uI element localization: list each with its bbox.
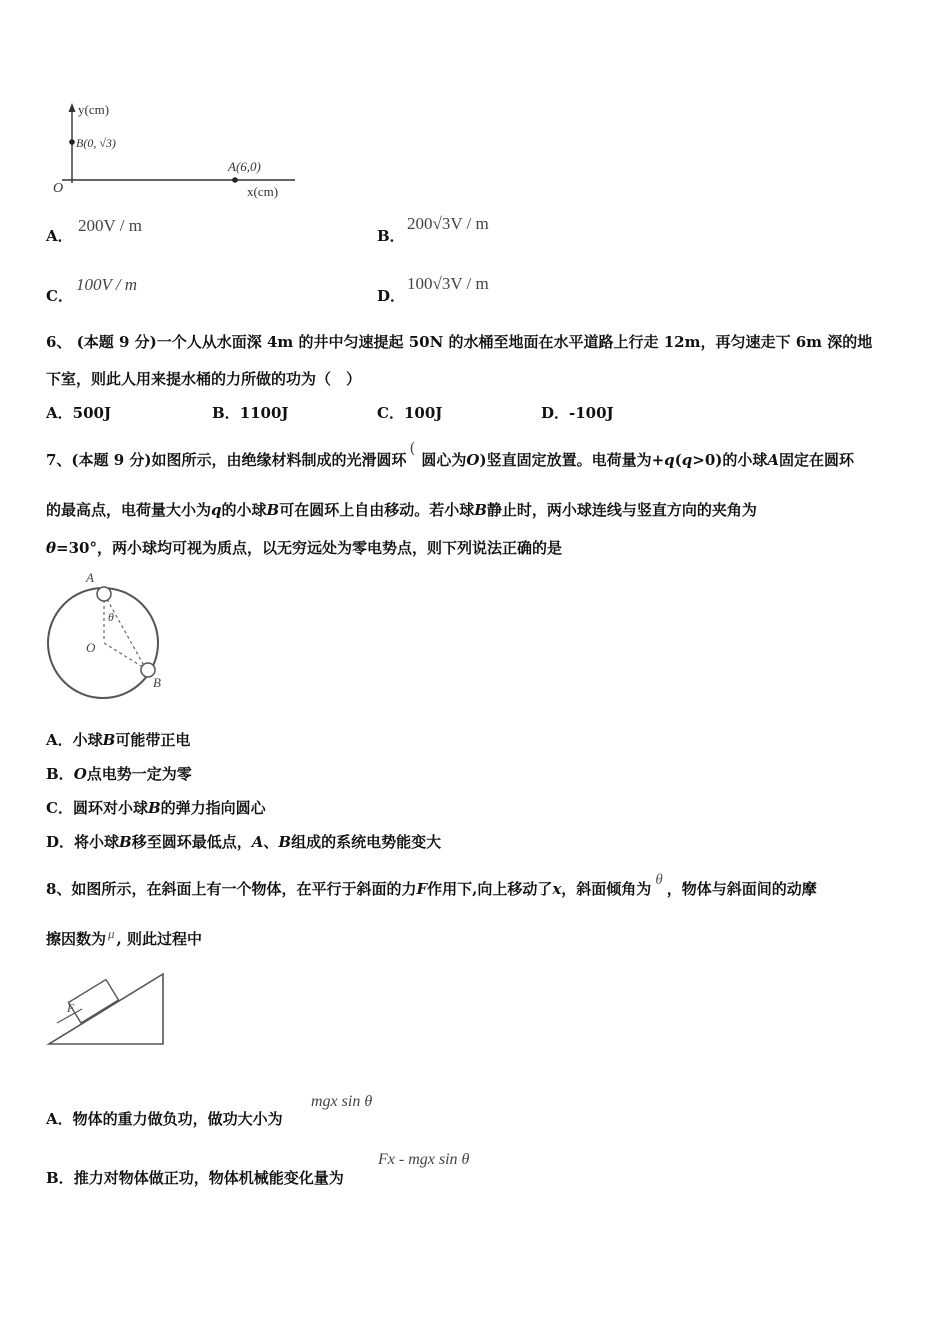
q7-option-c[interactable] <box>46 797 266 818</box>
q7-stem-part: 的最高点，电荷量大小为 <box>46 501 212 519</box>
q5-option-d-letter[interactable]: D． <box>377 287 406 305</box>
q6-option-b-value: 1100J <box>239 404 289 422</box>
q8-option-a[interactable] <box>46 1108 283 1129</box>
q8-stem-line2 <box>46 928 202 949</box>
q7-label-theta: θ <box>108 610 114 624</box>
q6-option-a-value: 500J <box>72 404 112 422</box>
q7-option-var: B <box>119 833 132 851</box>
q7-ring <box>48 588 158 698</box>
q7-var-o: O <box>466 451 480 469</box>
q5-option-d-value: 100√3V / m <box>407 274 489 293</box>
q8-theta-glyph: θ <box>655 872 663 888</box>
q7-option-var: O <box>73 765 87 783</box>
q5-option-b-letter[interactable]: B． <box>377 227 405 245</box>
q7-option-text: 的弹力指向圆心 <box>160 799 266 817</box>
q5-point-b-label: B(0, √3) <box>76 136 116 150</box>
q7-option-a[interactable] <box>46 729 190 750</box>
q7-var-b: B <box>266 501 280 519</box>
q7-option-letter: D． <box>46 833 75 851</box>
q6-option-b-letter: B． <box>212 404 240 422</box>
q7-var-a: A <box>767 451 779 469</box>
q8-stem-part: 8、如图所示，在斜面上有一个物体，在平行于斜面的力 <box>46 880 417 898</box>
q7-var-q: q <box>664 451 675 469</box>
q7-var-b: B <box>474 501 487 519</box>
q8-incline-figure <box>45 968 170 1050</box>
q6-option-a-letter: A． <box>46 404 73 422</box>
q5-option-c-letter[interactable]: C． <box>46 287 73 305</box>
q6-stem-line2: 下室，则此人用来提水桶的力所做的功为（ ） <box>46 370 362 388</box>
q8-stem-part: 擦因数为 <box>46 930 107 948</box>
q7-option-letter: A． <box>46 731 73 749</box>
q7-option-text: 小球 <box>72 731 103 749</box>
q6-option-d-value: -100J <box>569 404 614 422</box>
q8-option-text: 推力对物体做正功，物体机械能变化量为 <box>73 1169 344 1187</box>
q5-option-a-value: 200V / m <box>78 216 142 235</box>
q7-stem-part: ( <box>674 451 682 469</box>
q6-option-d[interactable] <box>541 402 614 423</box>
q7-paren-glyph: ( <box>409 439 416 457</box>
q7-ball-a <box>97 587 111 601</box>
q5-point-a <box>232 177 238 183</box>
q7-var-theta: θ <box>46 539 57 557</box>
q8-stem-part: 作用下,向上移动了 <box>427 880 553 898</box>
q5-coordinate-figure <box>40 95 310 205</box>
q7-label-b: B <box>153 675 161 690</box>
q7-stem-part: )竖直固定放置。电荷量为+ <box>479 451 665 469</box>
q8-var-x: x <box>552 880 562 898</box>
q6-option-a[interactable] <box>46 402 111 423</box>
q7-stem-part: 7、(本题 9 分)如图所示，由绝缘材料制成的光滑圆环 <box>46 451 407 469</box>
q5-option-c-value: 100V / m <box>76 275 138 294</box>
q8-label-f: F <box>67 1001 75 1015</box>
q7-stem-part: 圆心为 <box>421 451 467 469</box>
q7-stem-line1 <box>46 439 855 470</box>
q5-y-axis-label: y(cm) <box>78 102 110 117</box>
q7-stem-line3 <box>46 537 562 558</box>
q7-label-o: O <box>86 640 96 655</box>
q8-stem-line1 <box>46 872 817 899</box>
q7-stem-line2 <box>46 499 757 520</box>
q7-option-text: 将小球 <box>74 833 120 851</box>
q7-option-var: A <box>251 833 264 851</box>
q7-option-var: B <box>278 833 292 851</box>
q7-stem-part: >0)的小球 <box>692 451 768 469</box>
q7-var-q: q <box>211 501 222 519</box>
q7-option-letter: B． <box>46 765 74 783</box>
q5-y-arrow-icon <box>69 103 76 112</box>
q8-option-b-formula: Fx - mgx sin θ <box>378 1151 470 1168</box>
q7-stem-part: 的小球 <box>221 501 267 519</box>
q7-var-q: q <box>681 451 693 469</box>
q6-option-c-value: 100J <box>403 404 443 422</box>
q7-option-text: 、 <box>263 833 279 851</box>
q7-label-a: A <box>86 570 94 585</box>
q7-ring-figure <box>40 568 180 703</box>
q7-option-letter: C． <box>46 799 73 817</box>
q7-option-text: 可能带正电 <box>115 731 191 749</box>
q8-mu-glyph: μ <box>108 926 115 941</box>
q8-stem-part: , 则此过程中 <box>116 930 202 948</box>
q7-line-ab <box>104 594 146 669</box>
q8-option-text: 物体的重力做负功，做功大小为 <box>72 1110 283 1128</box>
q7-option-b[interactable] <box>46 763 192 784</box>
q6-option-b[interactable] <box>212 402 289 423</box>
q8-var-f: F <box>416 880 428 898</box>
q7-option-text: 移至圆环最低点， <box>131 833 252 851</box>
q7-stem-part: 可在圆环上自由移动。若小球 <box>279 501 475 519</box>
q6-option-d-letter: D． <box>541 404 570 422</box>
q7-stem-part: 静止时，两小球连线与竖直方向的夹角为 <box>486 501 757 519</box>
q7-option-text: 组成的系统电势能变大 <box>291 833 442 851</box>
q8-option-a-formula: mgx sin θ <box>311 1093 373 1110</box>
q5-origin-label: O <box>53 181 64 196</box>
q7-line-ob <box>104 643 146 669</box>
q8-option-letter: A． <box>46 1110 73 1128</box>
q6-option-c-letter: C． <box>377 404 404 422</box>
q7-option-d[interactable] <box>46 831 441 852</box>
q8-stem-part: ，斜面倾角为 <box>561 880 652 898</box>
q6-option-c[interactable] <box>377 402 442 423</box>
q7-option-text: 点电势一定为零 <box>86 765 192 783</box>
q7-option-var: B <box>147 799 161 817</box>
q8-option-b[interactable] <box>46 1167 344 1188</box>
q7-option-var: B <box>102 731 116 749</box>
q5-option-a-letter[interactable]: A． <box>46 227 73 245</box>
q7-stem-part: 固定在圆环 <box>779 451 855 469</box>
q5-x-axis-label: x(cm) <box>247 184 279 199</box>
q5-point-a-label: A(6,0) <box>228 159 261 174</box>
q7-stem-part: =30°，两小球均可视为质点，以无穷远处为零电势点，则下列说法正确的是 <box>56 539 562 557</box>
q7-option-text: 圆环对小球 <box>72 799 148 817</box>
q8-stem-part: ，物体与斜面间的动摩 <box>666 880 817 898</box>
q8-option-letter: B． <box>46 1169 74 1187</box>
q5-point-b <box>69 139 75 145</box>
q6-stem-line1: 6、 (本题 9 分)一个人从水面深 4m 的井中匀速提起 50N 的水桶至地面在水平道路上行走 12m，再匀速走下 6m 深的地 <box>46 333 873 351</box>
q5-option-b-value: 200√3V / m <box>407 214 489 233</box>
